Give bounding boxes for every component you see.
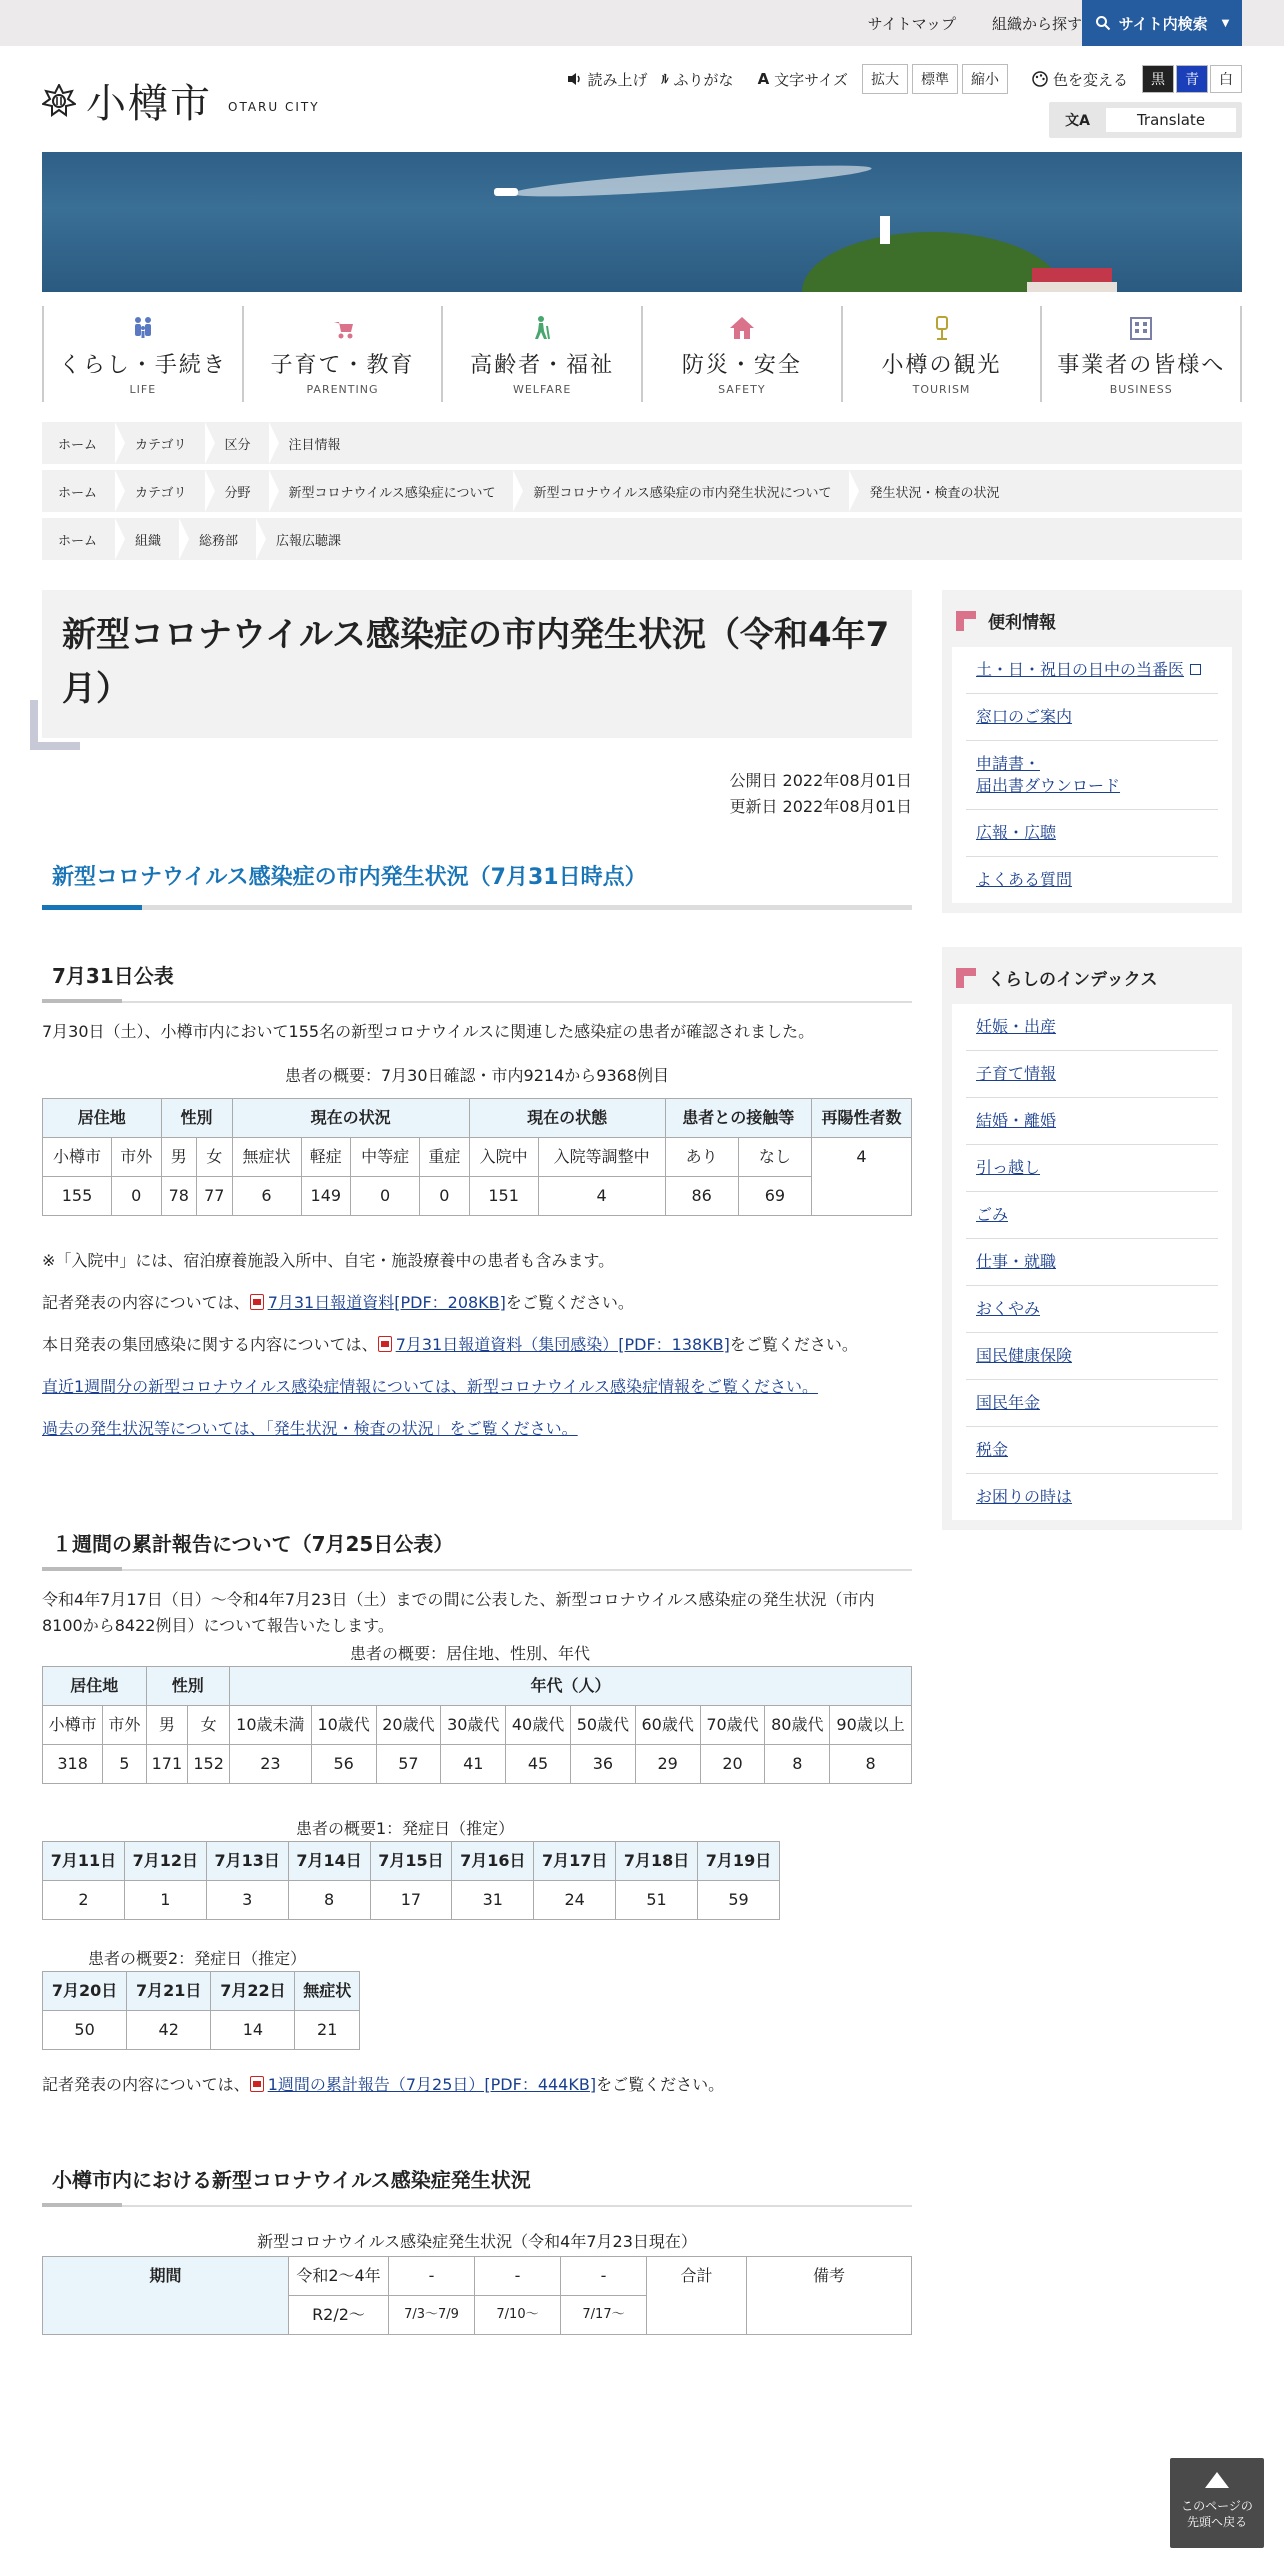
- standard-button[interactable]: 標準: [912, 64, 958, 94]
- table-value-cell: 78: [161, 1177, 197, 1216]
- color-black-button[interactable]: 黒: [1142, 65, 1174, 93]
- onset-count-cell: 17: [370, 1881, 452, 1920]
- table-subheader-cell: 無症状: [232, 1138, 301, 1177]
- table-value-cell: 41: [441, 1745, 506, 1784]
- onset-count-cell: 24: [534, 1881, 616, 1920]
- city-name-en: OTARU CITY: [228, 99, 320, 114]
- color-change-label: 色を変える: [1052, 70, 1128, 89]
- press-suffix: をご覧ください。: [596, 2075, 725, 2094]
- table-subheader-cell: 重症: [420, 1138, 470, 1177]
- sec1-intro: 7月30日（土）、小樽市内において155名の新型コロナウイルスに関連した感染症の患者が確認されました。: [42, 1022, 815, 1041]
- furigana-button[interactable]: [662, 69, 734, 90]
- th-status-now: 現在の状況: [232, 1099, 469, 1138]
- repositive-value: 4: [812, 1138, 912, 1216]
- table-value-cell: 149: [301, 1177, 351, 1216]
- table-value-cell: 5: [103, 1745, 146, 1784]
- city-name: 小樽市: [86, 81, 212, 127]
- back-to-top-label-1: このページの: [1181, 2499, 1253, 2513]
- sec2-heading: １週間の累計報告について（7月25日公表）: [42, 1528, 912, 1571]
- sec1-cluster: [42, 1332, 912, 1358]
- sidebar-link[interactable]: ごみ: [976, 1205, 1009, 1224]
- table-value-cell: 20: [700, 1745, 765, 1784]
- sidebar-item: [966, 1239, 1218, 1286]
- period-range: 7/17〜: [561, 2296, 647, 2335]
- onset-date-header: 7月15日: [370, 1842, 452, 1881]
- onset-date-header: 7月19日: [698, 1842, 780, 1881]
- table-value-cell: 155: [43, 1177, 112, 1216]
- sec1-press: [42, 1290, 912, 1316]
- furigana-label: ふりがな: [673, 70, 734, 89]
- city-emblem-icon: [42, 84, 76, 118]
- sidebar-link[interactable]: 広報・広聴: [976, 823, 1057, 842]
- table-subheader-cell: 小樽市: [43, 1138, 112, 1177]
- gnav-parenting-en: PARENTING: [306, 383, 379, 396]
- onset-date-header: 7月18日: [616, 1842, 698, 1881]
- furigana-icon: ﾙ: [661, 72, 669, 88]
- gnav-welfare-en: WELFARE: [512, 383, 572, 396]
- gnav-safety[interactable]: [643, 306, 843, 402]
- breadcrumb: [42, 518, 1242, 560]
- site-logo[interactable]: [42, 72, 320, 129]
- breadcrumb-item[interactable]: カテゴリ: [119, 422, 208, 464]
- sidebar-link[interactable]: 妊娠・出産: [976, 1017, 1057, 1036]
- section-heading: 新型コロナウイルス感染症の市内発生状況（7月31日時点）: [42, 860, 912, 910]
- sec3-heading: 小樽市内における新型コロナウイルス感染症発生状況: [42, 2164, 912, 2207]
- pdf-icon: [250, 1294, 264, 1310]
- breadcrumb-item[interactable]: ホーム: [42, 518, 119, 560]
- org-search-link[interactable]: 組織から探す: [991, 14, 1082, 33]
- elderly-walker-icon: [528, 314, 556, 342]
- gnav-tourism-label: 小樽の観光: [881, 353, 1002, 378]
- gnav-life-en: LIFE: [129, 383, 157, 396]
- onset2-table: [42, 1971, 360, 2050]
- gnav-life-label: くらし・手続き: [58, 353, 227, 378]
- onset-count-cell: 2: [43, 1881, 125, 1920]
- sidebar-item: [966, 741, 1218, 810]
- table-subheader-cell: 50歳代: [570, 1706, 635, 1745]
- pdf-icon: [250, 2076, 264, 2092]
- past-info-link[interactable]: 過去の発生状況等については、「発生状況・検査の状況」をご覧ください。: [42, 1419, 578, 1438]
- sidebar-link[interactable]: 窓口のご案内: [976, 707, 1073, 726]
- press-prefix: 記者発表の内容については、: [42, 2075, 250, 2094]
- sec2-intro: 令和4年7月17日（日）～令和4年7月23日（土）までの間に公表した、新型コロナウイルス感染症の発生状況（市内8100から8422例目）について報告いたします。: [42, 1590, 875, 1635]
- table-subheader-cell: 市外: [103, 1706, 146, 1745]
- top-links: [868, 0, 1082, 46]
- gnav-tourism[interactable]: [843, 306, 1043, 402]
- sec2-press: [42, 2072, 912, 2098]
- sidebar-link[interactable]: お困りの時は: [976, 1487, 1073, 1506]
- onset-count-cell: 42: [127, 2011, 211, 2050]
- boat-wake: [512, 159, 872, 202]
- sidebar-item: [966, 1380, 1218, 1427]
- breadcrumb-item[interactable]: ホーム: [42, 422, 119, 464]
- back-to-top-button[interactable]: [1170, 2458, 1264, 2548]
- search-icon: [1095, 15, 1111, 31]
- period-col: 令和2〜4年: [289, 2257, 389, 2296]
- color-change-group: [1032, 69, 1128, 90]
- sidebar-item: [966, 810, 1218, 857]
- sidebar-link[interactable]: 国民健康保険: [976, 1346, 1073, 1365]
- sidebar-link[interactable]: 引っ越し: [976, 1158, 1041, 1177]
- table-subheader-cell: 女: [197, 1138, 233, 1177]
- sidebar-item: [966, 1474, 1218, 1520]
- table-subheader-cell: 入院等調整中: [538, 1138, 665, 1177]
- table-value-cell: 0: [420, 1177, 470, 1216]
- onset1-caption: 患者の概要1：発症日（推定）: [296, 1819, 515, 1838]
- onset-date-header: 7月12日: [124, 1842, 206, 1881]
- onset-date-header: 7月22日: [211, 1972, 295, 2011]
- translate-button[interactable]: Translate: [1106, 108, 1236, 132]
- font-size-group: [758, 69, 848, 90]
- table-value-cell: 0: [351, 1177, 420, 1216]
- sidebar-title-text: くらしのインデックス: [988, 970, 1158, 990]
- sec1-table: [42, 1098, 912, 1216]
- sidebar-useful-info: [942, 590, 1242, 913]
- gnav-life[interactable]: [44, 306, 244, 402]
- table-value-cell: 8: [765, 1745, 830, 1784]
- onset-date-header: 7月13日: [206, 1842, 288, 1881]
- onset2-caption: 患者の概要2：発症日（推定）: [88, 1949, 307, 1968]
- read-aloud-label: 読み上げ: [587, 70, 648, 89]
- sec1-note: ※「入院中」には、宿泊療養施設入所中、自宅・施設療養中の患者も含みます。: [42, 1251, 615, 1270]
- page-dates: [42, 768, 912, 820]
- breadcrumb: [42, 470, 1242, 512]
- th-residence: 居住地: [43, 1667, 147, 1706]
- th-contact: 患者との接触等: [665, 1099, 811, 1138]
- sidebar-title: [952, 965, 1232, 1004]
- sidebar-link[interactable]: 結婚・離婚: [976, 1111, 1057, 1130]
- pdf-icon: [378, 1336, 392, 1352]
- title-decoration: [30, 700, 80, 750]
- weekly-report-pdf-link[interactable]: 1週間の累計報告（7月25日）[PDF：444KB]: [267, 2075, 597, 2094]
- table-subheader-cell: 10歳未満: [230, 1706, 312, 1745]
- press-prefix: 記者発表の内容については、: [42, 1293, 250, 1312]
- arrow-up-icon: [1205, 2472, 1229, 2488]
- back-to-top-label-2: 先頭へ戻る: [1186, 2515, 1247, 2529]
- sidebar-link[interactable]: 土・日・祝日の日中の当番医: [976, 660, 1185, 679]
- enlarge-button[interactable]: 拡大: [862, 64, 908, 94]
- table-value-cell: 318: [43, 1745, 103, 1784]
- sidebar-list: [952, 1004, 1232, 1520]
- cluster-suffix: をご覧ください。: [729, 1335, 858, 1354]
- onset-date-header: 無症状: [295, 1972, 360, 2011]
- table-value-cell: 36: [570, 1745, 635, 1784]
- period-col: -: [561, 2257, 647, 2296]
- breadcrumbs: [42, 422, 1242, 560]
- onset-date-header: 7月21日: [127, 1972, 211, 2011]
- breadcrumb-current[interactable]: 発生状況・検査の状況: [869, 485, 1000, 501]
- table-value-cell: 45: [506, 1745, 571, 1784]
- sidebar-life-index: [942, 947, 1242, 1530]
- table-value-cell: 86: [665, 1177, 738, 1216]
- table-value-cell: 77: [197, 1177, 233, 1216]
- press-pdf-link[interactable]: 7月31日報道資料[PDF：208KB]: [267, 1293, 506, 1312]
- sidebar-list: [952, 647, 1232, 903]
- cluster-prefix: 本日発表の集団感染に関する内容については、: [42, 1335, 378, 1354]
- family-icon: [129, 314, 157, 342]
- remarks-col: 備考: [747, 2257, 912, 2335]
- sidebar-link[interactable]: 申請書・ 届出書ダウンロード: [976, 754, 1121, 795]
- sec3-table: [42, 2256, 912, 2335]
- sidebar-item: [966, 1145, 1218, 1192]
- table-value-cell: 171: [146, 1745, 188, 1784]
- press-suffix: をご覧ください。: [505, 1293, 634, 1312]
- breadcrumb-item[interactable]: 分野: [209, 470, 273, 512]
- hero-image: [42, 152, 1242, 292]
- period-col: -: [389, 2257, 475, 2296]
- published-date: 公開日 2022年08月01日: [729, 771, 912, 790]
- table-subheader-cell: 90歳以上: [830, 1706, 912, 1745]
- th-sex: 性別: [146, 1667, 230, 1706]
- translate-widget[interactable]: [1049, 102, 1242, 138]
- onset-count-cell: 50: [43, 2011, 127, 2050]
- table-subheader-cell: 20歳代: [376, 1706, 441, 1745]
- total-col: 合計: [647, 2257, 747, 2335]
- onset-count-cell: 31: [452, 1881, 534, 1920]
- breadcrumb-item[interactable]: 新型コロナウイルス感染症の市内発生状況について: [517, 470, 853, 512]
- breadcrumb-item[interactable]: 新型コロナウイルス感染症について: [273, 470, 518, 512]
- table-subheader-cell: 小樽市: [43, 1706, 103, 1745]
- main-content: [42, 590, 912, 2335]
- onset-count-cell: 1: [124, 1881, 206, 1920]
- sec1-heading: 7月31日公表: [42, 960, 912, 1003]
- sec2-table: [42, 1666, 912, 1784]
- sec3-caption: 新型コロナウイルス感染症発生状況（令和4年7月23日現在）: [257, 2232, 697, 2251]
- square-bullet-icon: [956, 968, 976, 988]
- speaker-icon: [567, 72, 583, 86]
- global-nav: [42, 306, 1242, 402]
- table-value-cell: 56: [311, 1745, 376, 1784]
- gnav-business-en: BUSINESS: [1109, 383, 1173, 396]
- table-value-cell: 69: [738, 1177, 811, 1216]
- onset-count-cell: 8: [288, 1881, 370, 1920]
- onset-date-header: 7月11日: [43, 1842, 125, 1881]
- stroller-icon: [329, 314, 357, 342]
- table-subheader-cell: 男: [146, 1706, 188, 1745]
- updated-date: 更新日 2022年08月01日: [729, 797, 912, 816]
- table-value-cell: 23: [230, 1745, 312, 1784]
- gnav-business[interactable]: [1042, 306, 1242, 402]
- onset-count-cell: 59: [698, 1881, 780, 1920]
- th-period: 期間: [43, 2257, 289, 2335]
- sidebar-item: [966, 857, 1218, 903]
- square-bullet-icon: [956, 611, 976, 631]
- table-value-cell: 57: [376, 1745, 441, 1784]
- read-aloud-button[interactable]: [567, 69, 648, 90]
- th-residence: 居住地: [43, 1099, 162, 1138]
- boat: [494, 188, 518, 196]
- building-icon: [1127, 314, 1155, 342]
- table-subheader-cell: 女: [188, 1706, 230, 1745]
- top-bar: [0, 0, 1284, 46]
- sec1-week-para: [42, 1374, 912, 1400]
- island: [802, 232, 1062, 292]
- breadcrumb: [42, 422, 1242, 464]
- th-state-now: 現在の状態: [469, 1099, 665, 1138]
- onset-date-header: 7月20日: [43, 1972, 127, 2011]
- table-value-cell: 152: [188, 1745, 230, 1784]
- onset-count-cell: 3: [206, 1881, 288, 1920]
- gnav-safety-label: 防災・安全: [681, 353, 802, 378]
- period-col: -: [475, 2257, 561, 2296]
- table-value-cell: 151: [469, 1177, 538, 1216]
- table-value-cell: 0: [111, 1177, 161, 1216]
- table-subheader-cell: 入院中: [469, 1138, 538, 1177]
- sidebar-item: [966, 1427, 1218, 1474]
- sec1-table-caption: 患者の概要：7月30日確認・市内9214から9368例目: [285, 1066, 669, 1085]
- sidebar-item: [966, 1004, 1218, 1051]
- sidebar-item: [966, 1286, 1218, 1333]
- breadcrumb-item[interactable]: 区分: [209, 422, 273, 464]
- onset-count-cell: 21: [295, 2011, 360, 2050]
- sidebar-link[interactable]: 子育て情報: [976, 1064, 1057, 1083]
- table-subheader-cell: 30歳代: [441, 1706, 506, 1745]
- table-subheader-cell: 60歳代: [635, 1706, 700, 1745]
- onset-count-cell: 51: [616, 1881, 698, 1920]
- period-range: R2/2〜: [289, 2296, 389, 2335]
- gnav-safety-en: SAFETY: [718, 383, 766, 396]
- onset-date-header: 7月17日: [534, 1842, 616, 1881]
- breadcrumb-item[interactable]: カテゴリ: [119, 470, 208, 512]
- external-link-icon: [1190, 664, 1201, 675]
- sidebar: [942, 590, 1242, 1564]
- gnav-welfare[interactable]: [443, 306, 643, 402]
- breadcrumb-item[interactable]: 組織: [119, 518, 183, 560]
- caret-down-icon: ▼: [1221, 17, 1230, 29]
- table-value-cell: 8: [830, 1745, 912, 1784]
- sidebar-link[interactable]: 国民年金: [976, 1393, 1041, 1412]
- table-subheader-cell: 70歳代: [700, 1706, 765, 1745]
- table-subheader-cell: 市外: [111, 1138, 161, 1177]
- house-icon: [728, 314, 756, 342]
- header: [0, 46, 1284, 152]
- font-size-label: 文字サイズ: [774, 70, 848, 89]
- period-range: 7/10〜: [475, 2296, 561, 2335]
- sidebar-link[interactable]: よくある質問: [976, 870, 1073, 889]
- table-subheader-cell: 80歳代: [765, 1706, 830, 1745]
- building: [1027, 282, 1117, 292]
- period-range: 7/3〜7/9: [389, 2296, 475, 2335]
- sidebar-title: [952, 608, 1232, 647]
- palette-icon: [1032, 71, 1048, 87]
- sidebar-item: [966, 1333, 1218, 1380]
- th-age: 年代（人）: [230, 1667, 912, 1706]
- table-subheader-cell: 中等症: [351, 1138, 420, 1177]
- sidebar-link[interactable]: 仕事・就職: [976, 1252, 1057, 1271]
- onset1-table: [42, 1841, 780, 1920]
- week-info-link[interactable]: 直近1週間分の新型コロナウイルス感染症情報については、新型コロナウイルス感染症情報をご覧ください。: [42, 1377, 818, 1396]
- translate-icon: 文A: [1065, 113, 1090, 129]
- gnav-business-label: 事業者の皆様へ: [1057, 353, 1226, 378]
- gnav-tourism-en: TOURISM: [912, 383, 971, 396]
- site-search-button[interactable]: [1082, 0, 1242, 46]
- sidebar-title-text: 便利情報: [988, 613, 1056, 633]
- onset-count-cell: 14: [211, 2011, 295, 2050]
- breadcrumb-item[interactable]: ホーム: [42, 470, 119, 512]
- sidebar-item: [966, 647, 1218, 694]
- sec1-past-para: [42, 1416, 912, 1442]
- breadcrumb-item[interactable]: 総務部: [183, 518, 260, 560]
- table-subheader-cell: なし: [738, 1138, 811, 1177]
- table-value-cell: 4: [538, 1177, 665, 1216]
- gnav-welfare-label: 高齢者・福祉: [470, 353, 615, 378]
- breadcrumb-current[interactable]: 注目情報: [288, 437, 341, 453]
- sidebar-link[interactable]: 税金: [976, 1440, 1009, 1459]
- font-size-icon: A: [757, 70, 770, 88]
- sidebar-item: [966, 1098, 1218, 1145]
- sidebar-item: [966, 1192, 1218, 1239]
- sec2-table-caption: 患者の概要：居住地、性別、年代: [350, 1644, 591, 1663]
- table-value-cell: 29: [635, 1745, 700, 1784]
- th-repositive: 再陽性者数: [812, 1099, 912, 1138]
- sidebar-item: [966, 1051, 1218, 1098]
- color-white-button[interactable]: 白: [1210, 65, 1242, 93]
- sidebar-item: [966, 694, 1218, 741]
- table-value-cell: 6: [232, 1177, 301, 1216]
- table-subheader-cell: 10歳代: [311, 1706, 376, 1745]
- gas-lamp-icon: [928, 314, 956, 342]
- table-subheader-cell: 40歳代: [506, 1706, 571, 1745]
- page-title-box: [42, 590, 912, 738]
- cluster-pdf-link[interactable]: 7月31日報道資料（集団感染）[PDF：138KB]: [395, 1335, 730, 1354]
- sitemap-link[interactable]: サイトマップ: [867, 14, 956, 33]
- table-subheader-cell: 男: [161, 1138, 197, 1177]
- lighthouse: [880, 216, 890, 244]
- page-title: 新型コロナウイルス感染症の市内発生状況（令和4年7月）: [62, 615, 890, 709]
- onset-date-header: 7月14日: [288, 1842, 370, 1881]
- breadcrumb-current[interactable]: 広報広聴課: [276, 533, 342, 549]
- table-subheader-cell: あり: [665, 1138, 738, 1177]
- th-sex: 性別: [161, 1099, 232, 1138]
- accessibility-tools: [567, 64, 1242, 94]
- color-blue-button[interactable]: 青: [1176, 65, 1208, 93]
- sidebar-link[interactable]: おくやみ: [976, 1299, 1041, 1318]
- onset-date-header: 7月16日: [452, 1842, 534, 1881]
- gnav-parenting-label: 子育て・教育: [270, 353, 415, 378]
- shrink-button[interactable]: 縮小: [962, 64, 1008, 94]
- site-search-label: サイト内検索: [1118, 14, 1208, 33]
- gnav-parenting[interactable]: [244, 306, 444, 402]
- table-subheader-cell: 軽症: [301, 1138, 351, 1177]
